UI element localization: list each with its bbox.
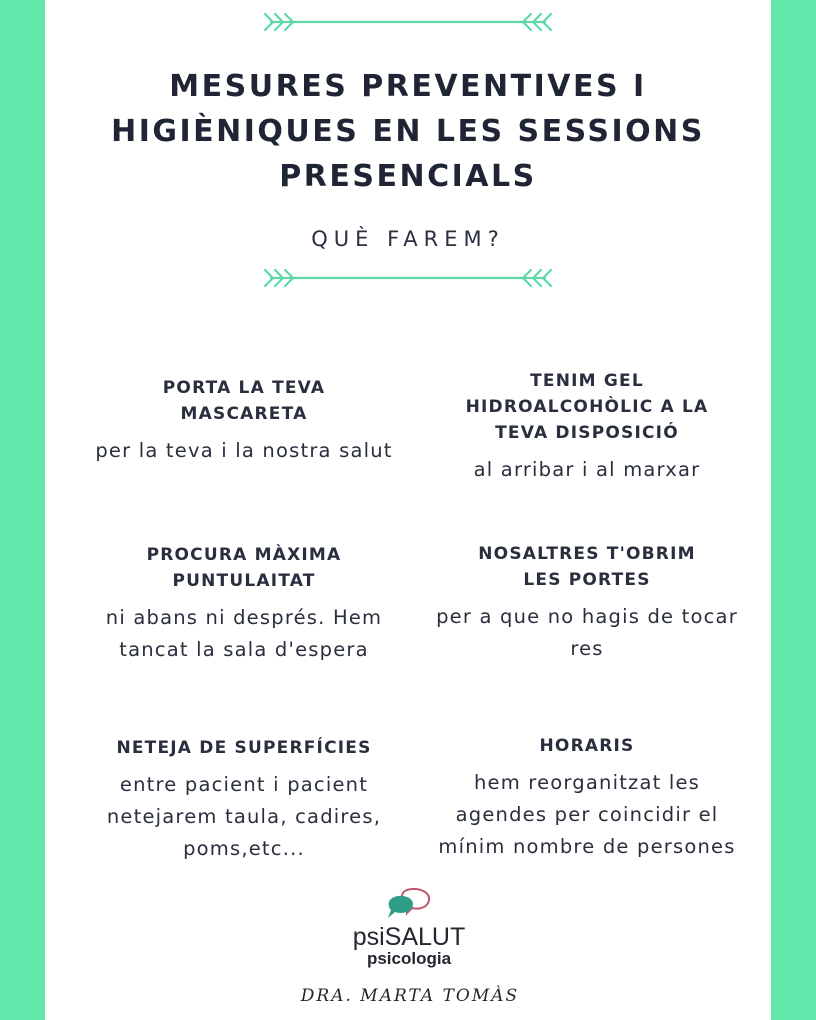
measure-item-cleaning <box>89 735 399 865</box>
poster-panel <box>45 0 771 1020</box>
page-title: MESURES PREVENTIVES I HIGIÈNIQUES EN LES SESSIONS PRESENCIALS <box>111 69 705 194</box>
arrow-divider-icon <box>263 267 553 289</box>
measure-text: entre pacient i pacient netejarem taula, cadires, poms,etc... <box>106 773 382 860</box>
measure-text: al arribar i al marxar <box>473 458 701 481</box>
measure-heading: NETEJA DE SUPERFÍCIES <box>116 738 372 758</box>
arrow-divider-icon <box>263 11 553 33</box>
measure-item-doors <box>432 541 742 665</box>
speech-bubbles-icon <box>385 888 433 922</box>
measure-item-schedules <box>432 733 742 863</box>
brand-logo <box>341 888 477 968</box>
measure-heading: PROCURA MÀXIMA PUNTULAITAT <box>146 545 342 591</box>
measure-heading: TENIM GEL HIDROALCOHÒLIC A LA TEVA DISPOSICIÓ <box>465 371 709 443</box>
measure-text: per a que no hagis de tocar res <box>436 605 738 660</box>
measure-text: per la teva i la nostra salut <box>95 439 393 462</box>
signature: DRA. MARTA TOMÀS <box>300 986 520 1006</box>
page-subtitle: QUÈ FAREM? <box>311 227 505 251</box>
measure-heading: NOSALTRES T'OBRIM LES PORTES <box>478 544 696 590</box>
brand-subtitle: psicologia <box>366 949 452 968</box>
measure-heading: PORTA LA TEVA MASCARETA <box>162 378 326 424</box>
measure-item-gel <box>432 368 742 486</box>
measure-text: hem reorganitzat les agendes per coincidir el mínim nombre de persones <box>438 771 736 858</box>
measure-heading: HORARIS <box>539 736 635 756</box>
measure-text: ni abans ni després. Hem tancat la sala d'espera <box>105 606 383 661</box>
brand-name: psiSALUT <box>352 923 466 951</box>
measure-item-mask <box>89 375 399 467</box>
measure-item-punctuality <box>89 542 399 666</box>
